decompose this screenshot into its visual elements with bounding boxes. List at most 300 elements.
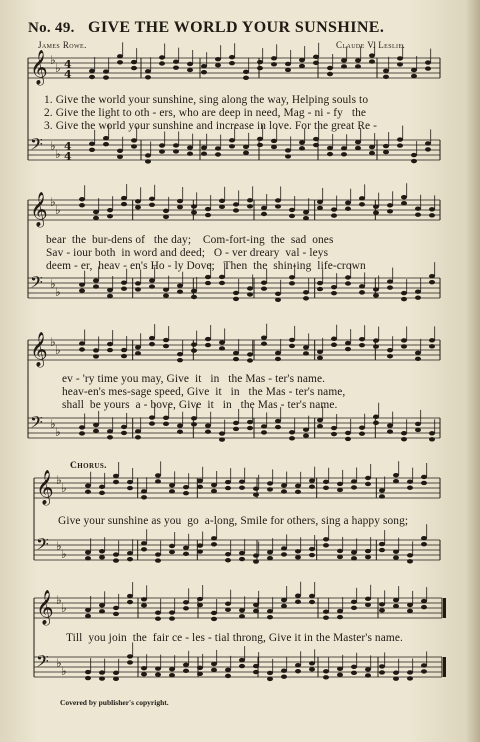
note-head — [429, 274, 435, 278]
note-head — [387, 285, 393, 289]
note-head — [267, 550, 273, 554]
note-head — [239, 557, 245, 561]
bass-clef-icon: 𝄢 — [30, 412, 43, 436]
flat-icon: ♭ — [55, 147, 61, 161]
note-head — [253, 664, 259, 668]
note-head — [135, 345, 141, 349]
note-head — [145, 159, 151, 163]
note-head — [135, 199, 141, 203]
note-head — [107, 288, 113, 292]
note-head — [113, 612, 119, 616]
note-head — [163, 422, 169, 426]
note-head — [239, 614, 245, 618]
note-head — [219, 340, 225, 344]
note-head — [393, 479, 399, 483]
note-head — [85, 670, 91, 674]
note-head — [211, 611, 217, 615]
treble-clef-icon: 𝄞 — [36, 470, 54, 505]
note-head — [303, 427, 309, 431]
note-head — [127, 486, 133, 490]
note-head — [429, 344, 435, 348]
note-head — [359, 284, 365, 288]
note-head — [281, 483, 287, 487]
note-head — [113, 606, 119, 610]
note-head — [103, 142, 109, 146]
note-head — [141, 541, 147, 545]
note-head — [411, 159, 417, 163]
note-head — [299, 140, 305, 144]
note-head — [397, 143, 403, 147]
note-head — [299, 58, 305, 62]
note-head — [331, 432, 337, 436]
note-head — [99, 676, 105, 680]
note-head — [79, 425, 85, 429]
note-head — [365, 555, 371, 559]
note-head — [369, 151, 375, 155]
verse-2-line-1: 2. Give the light to oth - ers, who are deep in need, Mag - ni - fy the — [44, 107, 367, 119]
note-head — [317, 424, 323, 428]
note-head — [253, 559, 259, 563]
note-head — [369, 145, 375, 149]
note-head — [121, 286, 127, 290]
note-head — [183, 552, 189, 556]
verse-2-line-3: heav-en's mes-sage speed, Give it in the Mas - ter's name, — [62, 386, 346, 398]
note-head — [337, 549, 343, 553]
note-head — [135, 205, 141, 209]
note-head — [253, 553, 259, 557]
note-head — [211, 483, 217, 487]
note-head — [155, 473, 161, 477]
note-head — [383, 69, 389, 73]
note-head — [415, 357, 421, 361]
note-head — [317, 350, 323, 354]
note-head — [289, 430, 295, 434]
note-head — [239, 479, 245, 483]
note-head — [289, 208, 295, 212]
note-head — [121, 196, 127, 200]
note-head — [211, 617, 217, 621]
note-head — [393, 549, 399, 553]
note-head — [261, 336, 267, 340]
note-head — [225, 552, 231, 556]
note-head — [309, 661, 315, 665]
note-head — [211, 662, 217, 666]
note-head — [99, 485, 105, 489]
note-head — [229, 55, 235, 59]
time-signature: 4 — [64, 140, 72, 153]
note-head — [355, 140, 361, 144]
note-head — [411, 68, 417, 72]
note-head — [369, 53, 375, 57]
note-head — [331, 285, 337, 289]
note-head — [201, 145, 207, 149]
note-head — [359, 337, 365, 341]
note-head — [155, 479, 161, 483]
note-head — [281, 598, 287, 602]
note-head — [121, 431, 127, 435]
note-head — [281, 489, 287, 493]
note-head — [411, 153, 417, 157]
note-head — [113, 677, 119, 681]
note-head — [225, 486, 231, 490]
note-head — [281, 675, 287, 679]
flat-icon: ♭ — [50, 53, 56, 67]
note-head — [229, 138, 235, 142]
note-head — [163, 287, 169, 291]
note-head — [425, 60, 431, 64]
note-head — [359, 290, 365, 294]
flat-icon: ♭ — [56, 473, 62, 487]
bass-clef-icon: 𝄢 — [30, 272, 43, 296]
note-head — [351, 550, 357, 554]
note-head — [373, 344, 379, 348]
note-head — [379, 542, 385, 546]
flat-icon: ♭ — [61, 481, 67, 495]
treble-clef-icon: 𝄞 — [30, 50, 48, 85]
note-head — [267, 671, 273, 675]
note-head — [169, 489, 175, 493]
note-head — [211, 668, 217, 672]
note-head — [365, 549, 371, 553]
flat-icon: ♭ — [55, 285, 61, 299]
note-head — [379, 488, 385, 492]
note-head — [285, 154, 291, 158]
note-head — [421, 605, 427, 609]
note-head — [155, 617, 161, 621]
note-head — [177, 199, 183, 203]
note-head — [183, 491, 189, 495]
note-head — [205, 213, 211, 217]
note-head — [383, 150, 389, 154]
note-head — [303, 433, 309, 437]
note-head — [89, 69, 95, 73]
note-head — [407, 676, 413, 680]
note-head — [331, 213, 337, 217]
note-head — [93, 216, 99, 220]
note-head — [275, 419, 281, 423]
note-head — [225, 602, 231, 606]
flat-icon: ♭ — [50, 139, 56, 153]
note-head — [257, 137, 263, 141]
note-head — [393, 555, 399, 559]
note-head — [345, 207, 351, 211]
note-head — [303, 216, 309, 220]
note-head — [149, 342, 155, 346]
note-head — [93, 348, 99, 352]
note-head — [365, 673, 371, 677]
note-head — [233, 297, 239, 301]
note-head — [373, 204, 379, 208]
note-head — [285, 62, 291, 66]
note-head — [99, 555, 105, 559]
note-head — [247, 420, 253, 424]
note-head — [149, 203, 155, 207]
note-head — [303, 351, 309, 355]
note-head — [177, 284, 183, 288]
note-head — [407, 559, 413, 563]
note-head — [233, 357, 239, 361]
note-head — [197, 672, 203, 676]
note-head — [415, 422, 421, 426]
note-head — [239, 485, 245, 489]
bass-clef-icon: 𝄢 — [36, 651, 49, 675]
flat-icon: ♭ — [56, 593, 62, 607]
note-head — [243, 151, 249, 155]
note-head — [379, 602, 385, 606]
note-head — [267, 677, 273, 681]
note-head — [351, 479, 357, 483]
note-head — [267, 487, 273, 491]
note-head — [415, 428, 421, 432]
note-head — [355, 58, 361, 62]
note-head — [351, 606, 357, 610]
note-head — [169, 550, 175, 554]
flat-icon: ♭ — [50, 335, 56, 349]
note-head — [79, 282, 85, 286]
note-head — [173, 59, 179, 63]
note-head — [309, 485, 315, 489]
note-head — [345, 201, 351, 205]
note-head — [341, 64, 347, 68]
note-head — [359, 343, 365, 347]
note-head — [135, 287, 141, 291]
note-head — [425, 141, 431, 145]
bass-clef-icon: 𝄢 — [30, 134, 43, 158]
note-head — [201, 70, 207, 74]
note-head — [387, 203, 393, 207]
note-head — [201, 64, 207, 68]
note-head — [373, 210, 379, 214]
treble-clef-icon: 𝄞 — [30, 332, 48, 367]
note-head — [309, 547, 315, 551]
note-head — [351, 671, 357, 675]
note-head — [267, 556, 273, 560]
note-head — [159, 143, 165, 147]
note-head — [387, 429, 393, 433]
note-head — [107, 435, 113, 439]
note-head — [303, 296, 309, 300]
note-head — [127, 594, 133, 598]
note-head — [261, 424, 267, 428]
note-head — [205, 337, 211, 341]
note-head — [145, 69, 151, 73]
flat-icon: ♭ — [55, 61, 61, 75]
note-head — [351, 556, 357, 560]
note-head — [149, 278, 155, 282]
note-head — [365, 597, 371, 601]
note-head — [163, 209, 169, 213]
note-head — [239, 551, 245, 555]
note-head — [289, 275, 295, 279]
note-head — [345, 437, 351, 441]
note-head — [183, 669, 189, 673]
note-head — [323, 609, 329, 613]
note-head — [253, 609, 259, 613]
note-head — [397, 56, 403, 60]
note-head — [155, 672, 161, 676]
note-head — [155, 611, 161, 615]
note-head — [407, 670, 413, 674]
note-head — [197, 666, 203, 670]
note-head — [401, 437, 407, 441]
flat-icon: ♭ — [55, 343, 61, 357]
note-head — [93, 429, 99, 433]
note-head — [159, 149, 165, 153]
note-head — [397, 62, 403, 66]
note-head — [211, 489, 217, 493]
note-head — [107, 429, 113, 433]
note-head — [173, 149, 179, 153]
note-head — [85, 484, 91, 488]
note-head — [383, 75, 389, 79]
note-head — [337, 482, 343, 486]
note-head — [345, 347, 351, 351]
note-head — [351, 600, 357, 604]
note-head — [271, 62, 277, 66]
note-head — [79, 288, 85, 292]
note-head — [401, 195, 407, 199]
bass-clef-icon: 𝄢 — [36, 534, 49, 558]
note-head — [113, 474, 119, 478]
note-head — [127, 480, 133, 484]
note-head — [239, 608, 245, 612]
note-head — [257, 143, 263, 147]
note-head — [121, 354, 127, 358]
note-head — [169, 667, 175, 671]
note-head — [131, 138, 137, 142]
note-head — [411, 74, 417, 78]
note-head — [429, 437, 435, 441]
note-head — [275, 351, 281, 355]
note-head — [337, 615, 343, 619]
note-head — [233, 421, 239, 425]
note-head — [145, 75, 151, 79]
note-head — [289, 436, 295, 440]
note-head — [163, 215, 169, 219]
note-head — [219, 281, 225, 285]
note-head — [379, 608, 385, 612]
note-head — [365, 482, 371, 486]
note-head — [219, 275, 225, 279]
note-head — [117, 149, 123, 153]
note-head — [421, 536, 427, 540]
note-head — [215, 63, 221, 67]
note-head — [317, 356, 323, 360]
note-head — [219, 205, 225, 209]
note-head — [261, 342, 267, 346]
note-head — [107, 342, 113, 346]
treble-clef-icon: 𝄞 — [30, 192, 48, 227]
note-head — [141, 672, 147, 676]
chorus-line-2: Till you join the fair ce - les - tial throng, Give it in the Master's name. — [66, 632, 403, 644]
note-head — [197, 603, 203, 607]
note-head — [401, 344, 407, 348]
note-head — [183, 663, 189, 667]
note-head — [107, 348, 113, 352]
note-head — [323, 615, 329, 619]
note-head — [103, 136, 109, 140]
note-head — [323, 669, 329, 673]
note-head — [163, 338, 169, 342]
note-head — [289, 338, 295, 342]
note-head — [117, 54, 123, 58]
note-head — [401, 201, 407, 205]
note-head — [79, 341, 85, 345]
note-head — [407, 603, 413, 607]
note-head — [285, 68, 291, 72]
note-head — [169, 673, 175, 677]
note-head — [271, 145, 277, 149]
note-head — [79, 431, 85, 435]
note-head — [89, 142, 95, 146]
note-head — [169, 610, 175, 614]
note-head — [187, 62, 193, 66]
note-head — [145, 153, 151, 157]
note-head — [387, 354, 393, 358]
note-head — [303, 290, 309, 294]
verse-3-line-3: shall be yours a - bove, Give it in the Mas - ter's name. — [62, 399, 338, 411]
note-head — [331, 426, 337, 430]
note-head — [197, 479, 203, 483]
note-head — [243, 76, 249, 80]
note-head — [317, 200, 323, 204]
note-head — [191, 348, 197, 352]
note-head — [79, 197, 85, 201]
note-head — [359, 432, 365, 436]
flat-icon: ♭ — [50, 277, 56, 291]
note-head — [261, 280, 267, 284]
note-head — [197, 485, 203, 489]
note-head — [93, 284, 99, 288]
note-head — [127, 660, 133, 664]
note-head — [79, 203, 85, 207]
note-head — [355, 146, 361, 150]
note-head — [169, 616, 175, 620]
note-head — [421, 599, 427, 603]
note-head — [379, 548, 385, 552]
note-head — [247, 286, 253, 290]
note-head — [373, 338, 379, 342]
note-head — [187, 151, 193, 155]
note-head — [141, 597, 147, 601]
note-head — [345, 431, 351, 435]
note-head — [159, 61, 165, 65]
note-head — [127, 600, 133, 604]
note-head — [173, 65, 179, 69]
note-head — [309, 667, 315, 671]
time-signature: 4 — [64, 58, 72, 71]
flat-icon: ♭ — [61, 601, 67, 615]
flat-icon: ♭ — [61, 664, 67, 678]
note-head — [225, 480, 231, 484]
note-head — [289, 344, 295, 348]
verse-3-line-2: deem - er, heav - en's Ho - ly Dove; Then the shin-ing life-crown — [46, 260, 366, 272]
note-head — [365, 476, 371, 480]
note-head — [141, 603, 147, 607]
note-head — [183, 606, 189, 610]
note-head — [275, 425, 281, 429]
note-head — [299, 146, 305, 150]
note-head — [219, 431, 225, 435]
note-head — [113, 480, 119, 484]
note-head — [233, 351, 239, 355]
note-head — [327, 146, 333, 150]
note-head — [247, 352, 253, 356]
note-head — [261, 286, 267, 290]
note-head — [205, 275, 211, 279]
note-head — [331, 207, 337, 211]
note-head — [415, 289, 421, 293]
